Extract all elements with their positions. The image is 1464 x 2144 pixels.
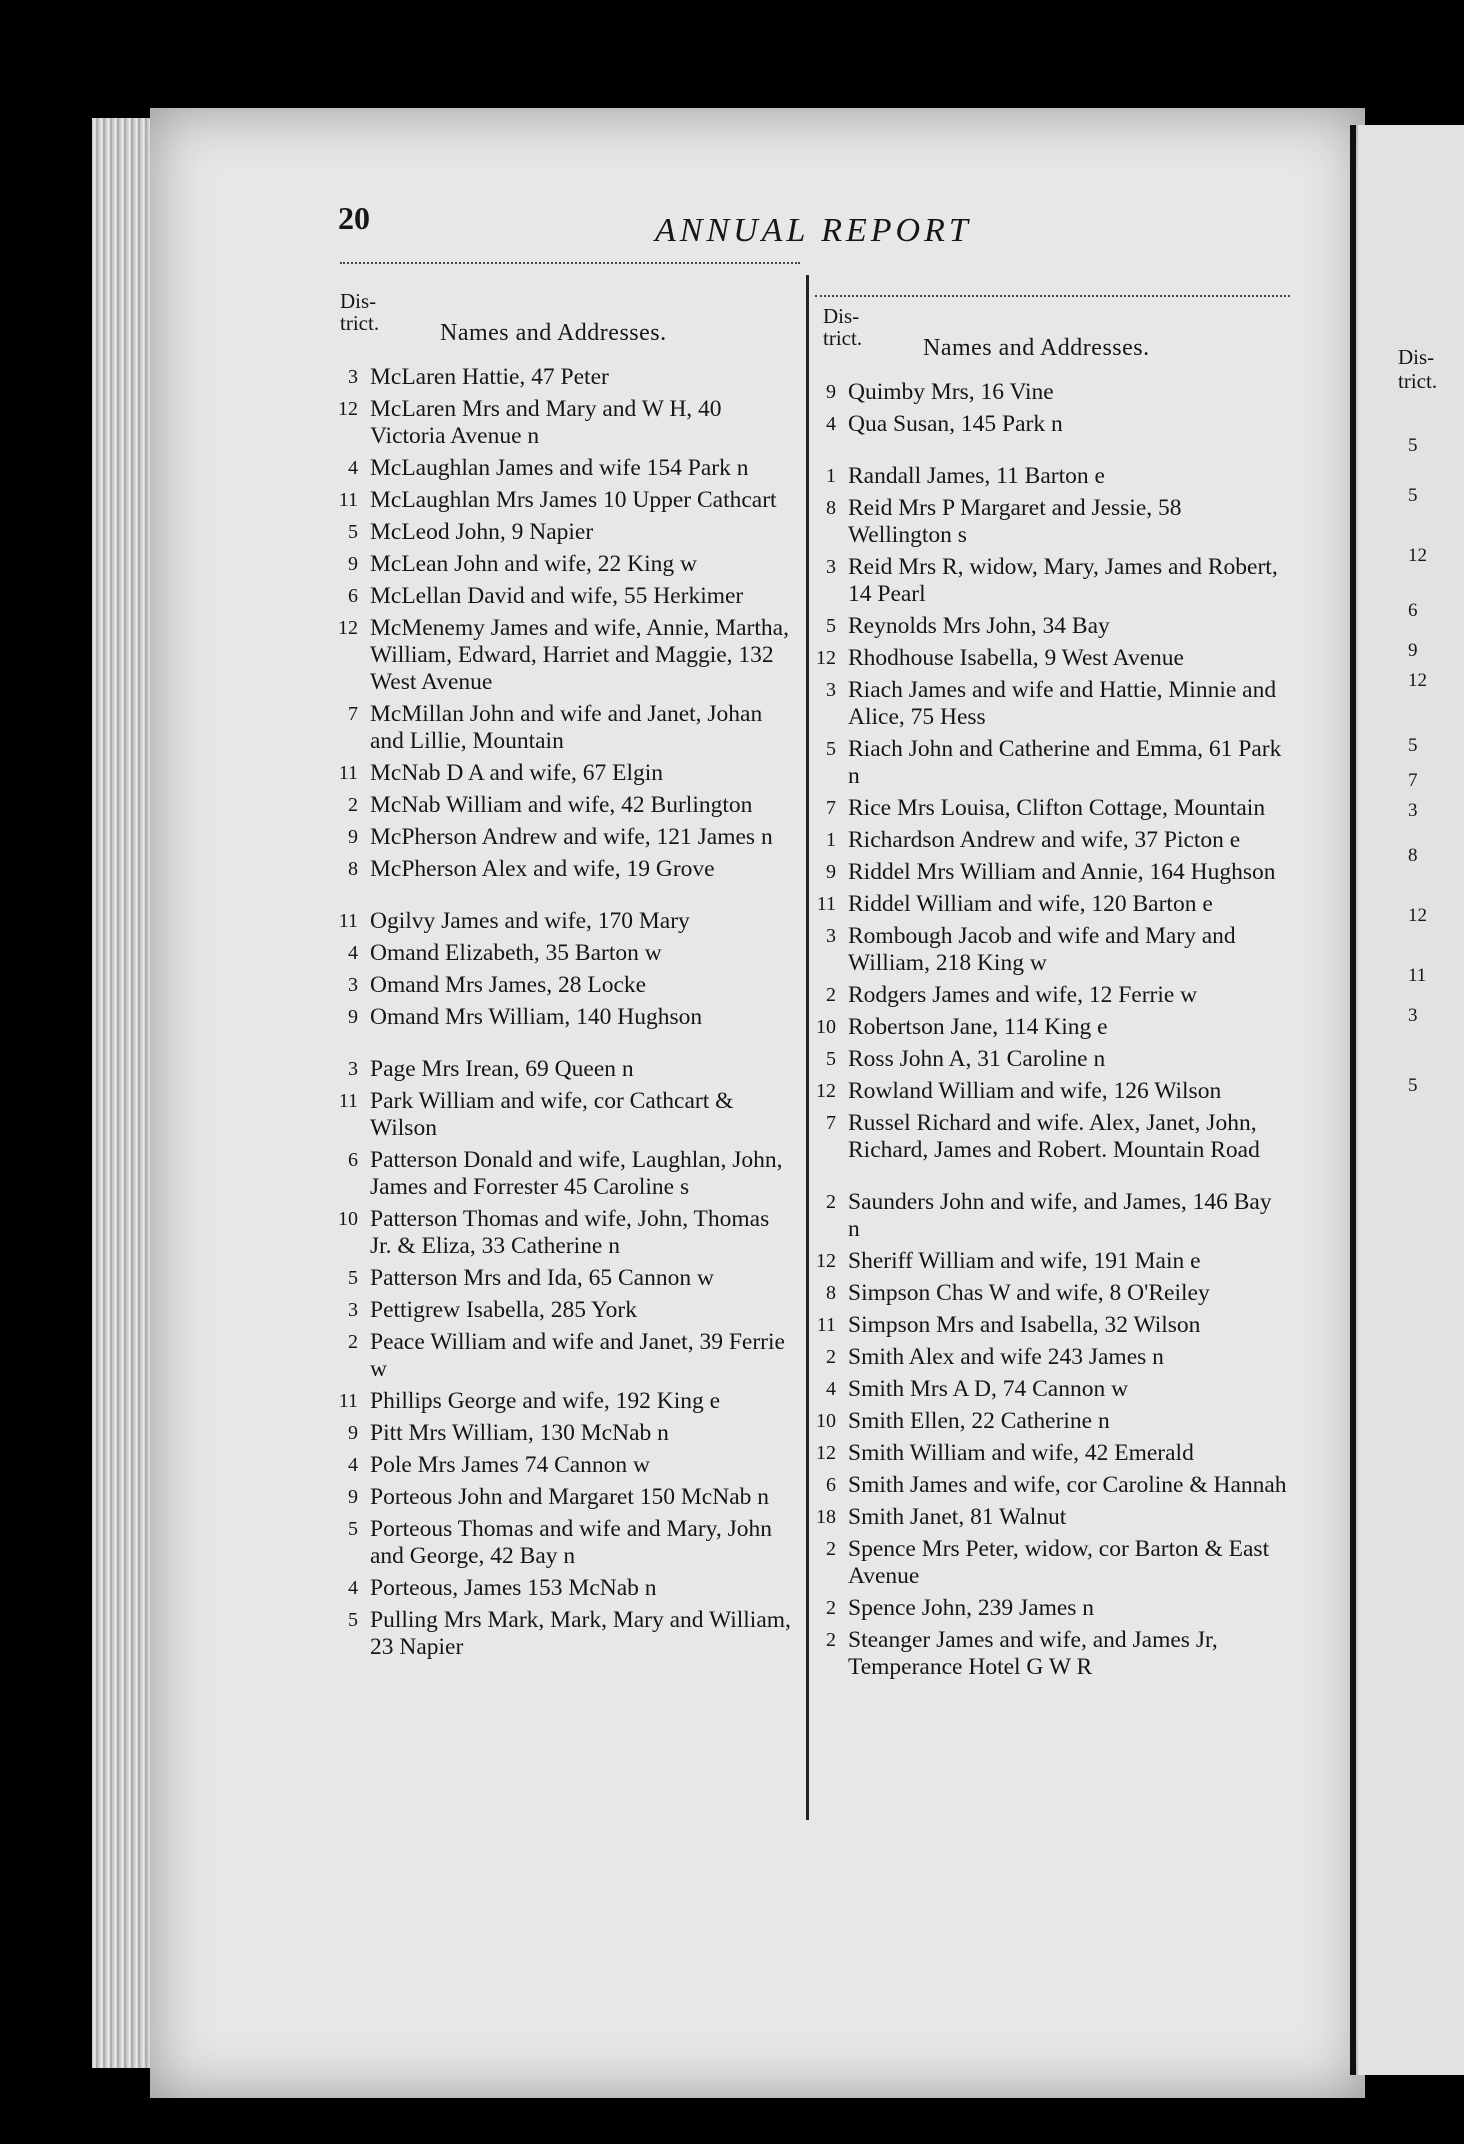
district-number: 10 (816, 1016, 836, 1038)
district-number: 3 (348, 366, 358, 388)
list-item (778, 1078, 1288, 1105)
list-item (778, 1440, 1288, 1467)
column-header (300, 290, 795, 350)
entry-text: Quimby Mrs, 16 Vine (848, 379, 1054, 405)
section-gap (778, 1169, 1288, 1189)
entry-text: McLaren Hattie, 47 Peter (370, 364, 609, 390)
list-item (300, 583, 795, 610)
list-item (300, 1088, 795, 1142)
entry-text: Omand Mrs James, 28 Locke (370, 972, 647, 998)
column-right (778, 305, 1288, 1686)
entry-text: Rombough Jacob and wife and Mary and William, 218 King w (848, 923, 1236, 976)
district-number: 4 (348, 457, 358, 479)
entry-text: Reid Mrs P Margaret and Jessie, 58 Wellington s (848, 495, 1182, 548)
list-item (300, 940, 795, 967)
list-item (778, 411, 1288, 438)
list-item (300, 1265, 795, 1292)
district-number: 11 (816, 893, 836, 915)
district-number: 2 (826, 984, 836, 1006)
district-number: 3 (826, 679, 836, 701)
entry-text: McLean John and wife, 22 King w (370, 551, 697, 577)
list-item (300, 1147, 795, 1201)
entry-text: Patterson Thomas and wife, John, Thomas Jr. & Eliza, 33 Catherine n (370, 1206, 770, 1259)
entry-text: McLaughlan James and wife 154 Park n (370, 455, 749, 481)
entry-text: Pole Mrs James 74 Cannon w (370, 1452, 651, 1478)
entry-list (778, 379, 1288, 1681)
list-item (300, 1004, 795, 1031)
section-gap (778, 443, 1288, 463)
district-number: 5 (348, 1267, 358, 1289)
district-number: 5 (826, 738, 836, 760)
list-item (300, 1516, 795, 1570)
district-number: 2 (826, 1538, 836, 1560)
column-left (300, 290, 795, 1666)
list-item (778, 827, 1288, 854)
list-item (778, 463, 1288, 490)
next-page-district-number: 12 (1408, 545, 1427, 566)
list-item (778, 982, 1288, 1009)
district-number: 11 (338, 489, 358, 511)
entry-text: Riddel Mrs William and Annie, 164 Hughson (848, 859, 1276, 885)
entry-text: Simpson Mrs and Isabella, 32 Wilson (848, 1312, 1201, 1338)
entry-text: Pitt Mrs William, 130 McNab n (370, 1420, 669, 1446)
list-item (778, 677, 1288, 731)
district-number: 2 (826, 1191, 836, 1213)
district-number: 7 (348, 703, 358, 725)
list-item (778, 1344, 1288, 1371)
district-number: 9 (348, 1486, 358, 1508)
district-number: 6 (348, 585, 358, 607)
entry-text: Rice Mrs Louisa, Clifton Cottage, Mountain (848, 795, 1266, 821)
next-page-district-number: 12 (1408, 905, 1427, 926)
entry-text: Reynolds Mrs John, 34 Bay (848, 613, 1110, 639)
list-item (300, 396, 795, 450)
district-number: 11 (338, 1090, 358, 1112)
list-item (778, 1472, 1288, 1499)
list-item (300, 455, 795, 482)
district-number: 4 (826, 413, 836, 435)
list-item (778, 795, 1288, 822)
entry-text: Robertson Jane, 114 King e (848, 1014, 1108, 1040)
district-number: 18 (816, 1506, 836, 1528)
list-item (778, 736, 1288, 790)
district-number: 10 (816, 1410, 836, 1432)
page-gutter (1350, 125, 1356, 2075)
district-number: 3 (348, 974, 358, 996)
district-number: 2 (826, 1629, 836, 1651)
district-number: 1 (826, 465, 836, 487)
district-number: 4 (348, 1577, 358, 1599)
district-number: 9 (826, 861, 836, 883)
district-number: 5 (348, 521, 358, 543)
list-item (778, 1280, 1288, 1307)
district-number: 8 (826, 497, 836, 519)
district-number: 9 (348, 1422, 358, 1444)
district-number: 9 (348, 553, 358, 575)
district-number: 8 (826, 1282, 836, 1304)
district-number: 2 (826, 1346, 836, 1368)
list-item (300, 972, 795, 999)
district-number: 4 (348, 1454, 358, 1476)
list-item (778, 1408, 1288, 1435)
entry-text: McPherson Alex and wife, 19 Grove (370, 856, 715, 882)
district-number: 5 (826, 1048, 836, 1070)
district-number: 12 (816, 1250, 836, 1272)
list-item (300, 1297, 795, 1324)
entry-text: Russel Richard and wife. Alex, Janet, John, Richard, James and Robert. Mountain Road (848, 1110, 1260, 1163)
page-number: 20 (338, 200, 370, 236)
book-page-edges (92, 118, 150, 2068)
next-page-district-number: 3 (1408, 1005, 1418, 1026)
entry-text: McLaughlan Mrs James 10 Upper Cathcart (370, 487, 777, 513)
district-number: 8 (348, 858, 358, 880)
next-page-district-number: 5 (1408, 735, 1418, 756)
entry-text: McNab William and wife, 42 Burlington (370, 792, 753, 818)
district-number: 12 (816, 647, 836, 669)
next-page-district-number: 12 (1408, 670, 1427, 691)
list-item (300, 1452, 795, 1479)
entry-text: McLellan David and wife, 55 Herkimer (370, 583, 744, 609)
district-number: 5 (826, 615, 836, 637)
entry-text: Reid Mrs R, widow, Mary, James and Robert, 14 Pearl (848, 554, 1278, 607)
district-number: 6 (348, 1149, 358, 1171)
entry-text: Omand Mrs William, 140 Hughson (370, 1004, 703, 1030)
list-item (778, 1536, 1288, 1590)
district-number: 9 (348, 826, 358, 848)
district-number: 12 (338, 617, 358, 639)
list-item (778, 645, 1288, 672)
entry-text: Spence John, 239 James n (848, 1595, 1095, 1621)
next-page-district-number: 8 (1408, 845, 1418, 866)
list-item (300, 1607, 795, 1661)
district-number: 2 (826, 1597, 836, 1619)
entry-text: Rhodhouse Isabella, 9 West Avenue (848, 645, 1184, 671)
next-page-district-number: 9 (1408, 640, 1418, 661)
list-item (300, 1388, 795, 1415)
district-number: 9 (348, 1006, 358, 1028)
list-item (300, 551, 795, 578)
list-item (300, 824, 795, 851)
district-number: 3 (348, 1058, 358, 1080)
entry-text: McLeod John, 9 Napier (370, 519, 594, 545)
district-number: 9 (826, 381, 836, 403)
list-item (778, 379, 1288, 406)
entry-text: Omand Elizabeth, 35 Barton w (370, 940, 662, 966)
entry-text: McPherson Andrew and wife, 121 James n (370, 824, 773, 850)
entry-text: Rowland William and wife, 126 Wilson (848, 1078, 1222, 1104)
list-item (300, 487, 795, 514)
entry-text: Page Mrs Irean, 69 Queen n (370, 1056, 634, 1082)
list-item (300, 615, 795, 696)
page-title: ANNUAL REPORT (655, 212, 972, 249)
list-item (778, 1014, 1288, 1041)
list-item (300, 792, 795, 819)
entry-text: Smith James and wife, cor Caroline & Hannah (848, 1472, 1287, 1498)
names-header: Names and Addresses. (440, 320, 667, 346)
header-rule-right (815, 295, 1290, 297)
district-header: Dis- trict. (823, 304, 863, 350)
district-number: 3 (826, 925, 836, 947)
entry-text: Porteous John and Margaret 150 McNab n (370, 1484, 769, 1510)
list-item (778, 495, 1288, 549)
district-number: 12 (338, 398, 358, 420)
entry-text: Ogilvy James and wife, 170 Mary (370, 908, 690, 934)
entry-text: Pulling Mrs Mark, Mark, Mary and William, 23 Napier (370, 1607, 791, 1660)
list-item (300, 760, 795, 787)
list-item (300, 364, 795, 391)
entry-text: McMenemy James and wife, Annie, Martha, William, Edward, Harriet and Maggie, 132 West Avenue (370, 615, 789, 695)
list-item (300, 1329, 795, 1383)
list-item (300, 1575, 795, 1602)
list-item (300, 1056, 795, 1083)
entry-text: Patterson Donald and wife, Laughlan, John, James and Forrester 45 Caroline s (370, 1147, 783, 1200)
next-page-district-number: 11 (1408, 965, 1427, 986)
district-number: 7 (826, 1112, 836, 1134)
list-item (778, 923, 1288, 977)
next-page-header: Dis- trict. (1398, 345, 1438, 393)
entry-text: McNab D A and wife, 67 Elgin (370, 760, 664, 786)
entry-text: Rodgers James and wife, 12 Ferrie w (848, 982, 1198, 1008)
list-item (778, 1248, 1288, 1275)
entry-text: Patterson Mrs and Ida, 65 Cannon w (370, 1265, 714, 1291)
district-number: 2 (348, 794, 358, 816)
list-item (778, 1376, 1288, 1403)
district-number: 11 (816, 1314, 836, 1336)
district-number: 12 (816, 1442, 836, 1464)
entry-text: Spence Mrs Peter, widow, cor Barton & East Avenue (848, 1536, 1270, 1589)
next-page-district-number: 5 (1408, 485, 1418, 506)
next-page-district-number: 6 (1408, 600, 1418, 621)
entry-text: McLaren Mrs and Mary and W H, 40 Victoria Avenue n (370, 396, 722, 449)
entry-text: Pettigrew Isabella, 285 York (370, 1297, 637, 1323)
entry-text: Smith Janet, 81 Walnut (848, 1504, 1067, 1530)
list-item (778, 1504, 1288, 1531)
entry-text: Smith Mrs A D, 74 Cannon w (848, 1376, 1129, 1402)
entry-text: Porteous Thomas and wife and Mary, John and George, 42 Bay n (370, 1516, 773, 1569)
list-item (778, 1312, 1288, 1339)
district-number: 4 (348, 942, 358, 964)
district-number: 4 (826, 1378, 836, 1400)
list-item (300, 908, 795, 935)
list-item (778, 859, 1288, 886)
district-number: 10 (338, 1208, 358, 1230)
entry-text: Porteous, James 153 McNab n (370, 1575, 657, 1601)
next-page-district-number: 5 (1408, 435, 1418, 456)
entry-text: Riach John and Catherine and Emma, 61 Park n (848, 736, 1282, 789)
district-number: 2 (348, 1331, 358, 1353)
entry-text: Smith Alex and wife 243 James n (848, 1344, 1164, 1370)
district-number: 1 (826, 829, 836, 851)
list-item (300, 1484, 795, 1511)
entry-text: Saunders John and wife, and James, 146 Bay n (848, 1189, 1272, 1242)
entry-text: Riddel William and wife, 120 Barton e (848, 891, 1213, 917)
header-rule-left (340, 262, 800, 264)
next-page-district-number: 7 (1408, 770, 1418, 791)
district-number: 7 (826, 797, 836, 819)
list-item (778, 1189, 1288, 1243)
entry-text: Steanger James and wife, and James Jr, Temperance Hotel G W R (848, 1627, 1218, 1680)
section-gap (300, 1036, 795, 1056)
next-page-district-number: 5 (1408, 1075, 1418, 1096)
entry-text: Sheriff William and wife, 191 Main e (848, 1248, 1201, 1274)
section-gap (300, 888, 795, 908)
entry-text: Qua Susan, 145 Park n (848, 411, 1063, 437)
entry-text: Riach James and wife and Hattie, Minnie and Alice, 75 Hess (848, 677, 1277, 730)
entry-text: Peace William and wife and Janet, 39 Ferrie w (370, 1329, 785, 1382)
entry-text: Phillips George and wife, 192 King e (370, 1388, 721, 1414)
district-number: 5 (348, 1609, 358, 1631)
entry-text: Randall James, 11 Barton e (848, 463, 1105, 489)
district-number: 11 (338, 1390, 358, 1412)
next-page-fragment (1358, 125, 1464, 2075)
list-item (778, 1595, 1288, 1622)
entry-text: Richardson Andrew and wife, 37 Picton e (848, 827, 1241, 853)
list-item (778, 1046, 1288, 1073)
district-number: 12 (816, 1080, 836, 1102)
names-header: Names and Addresses. (923, 335, 1150, 361)
entry-list (300, 364, 795, 1661)
entry-text: Park William and wife, cor Cathcart & Wilson (370, 1088, 734, 1141)
list-item (778, 1627, 1288, 1681)
entry-text: Ross John A, 31 Caroline n (848, 1046, 1106, 1072)
district-number: 6 (826, 1474, 836, 1496)
entry-text: McMillan John and wife and Janet, Johan and Lillie, Mountain (370, 701, 763, 754)
list-item (300, 519, 795, 546)
list-item (300, 1420, 795, 1447)
district-number: 11 (338, 910, 358, 932)
district-number: 3 (348, 1299, 358, 1321)
column-header (778, 305, 1288, 365)
list-item (778, 891, 1288, 918)
next-page-district-number: 3 (1408, 800, 1418, 821)
district-number: 3 (826, 556, 836, 578)
entry-text: Simpson Chas W and wife, 8 O'Reiley (848, 1280, 1210, 1306)
district-number: 5 (348, 1518, 358, 1540)
district-header: Dis- trict. (340, 289, 380, 335)
list-item (778, 1110, 1288, 1164)
list-item (300, 856, 795, 883)
list-item (778, 554, 1288, 608)
list-item (778, 613, 1288, 640)
entry-text: Smith Ellen, 22 Catherine n (848, 1408, 1110, 1434)
list-item (300, 1206, 795, 1260)
district-number: 11 (338, 762, 358, 784)
entry-text: Smith William and wife, 42 Emerald (848, 1440, 1194, 1466)
list-item (300, 701, 795, 755)
